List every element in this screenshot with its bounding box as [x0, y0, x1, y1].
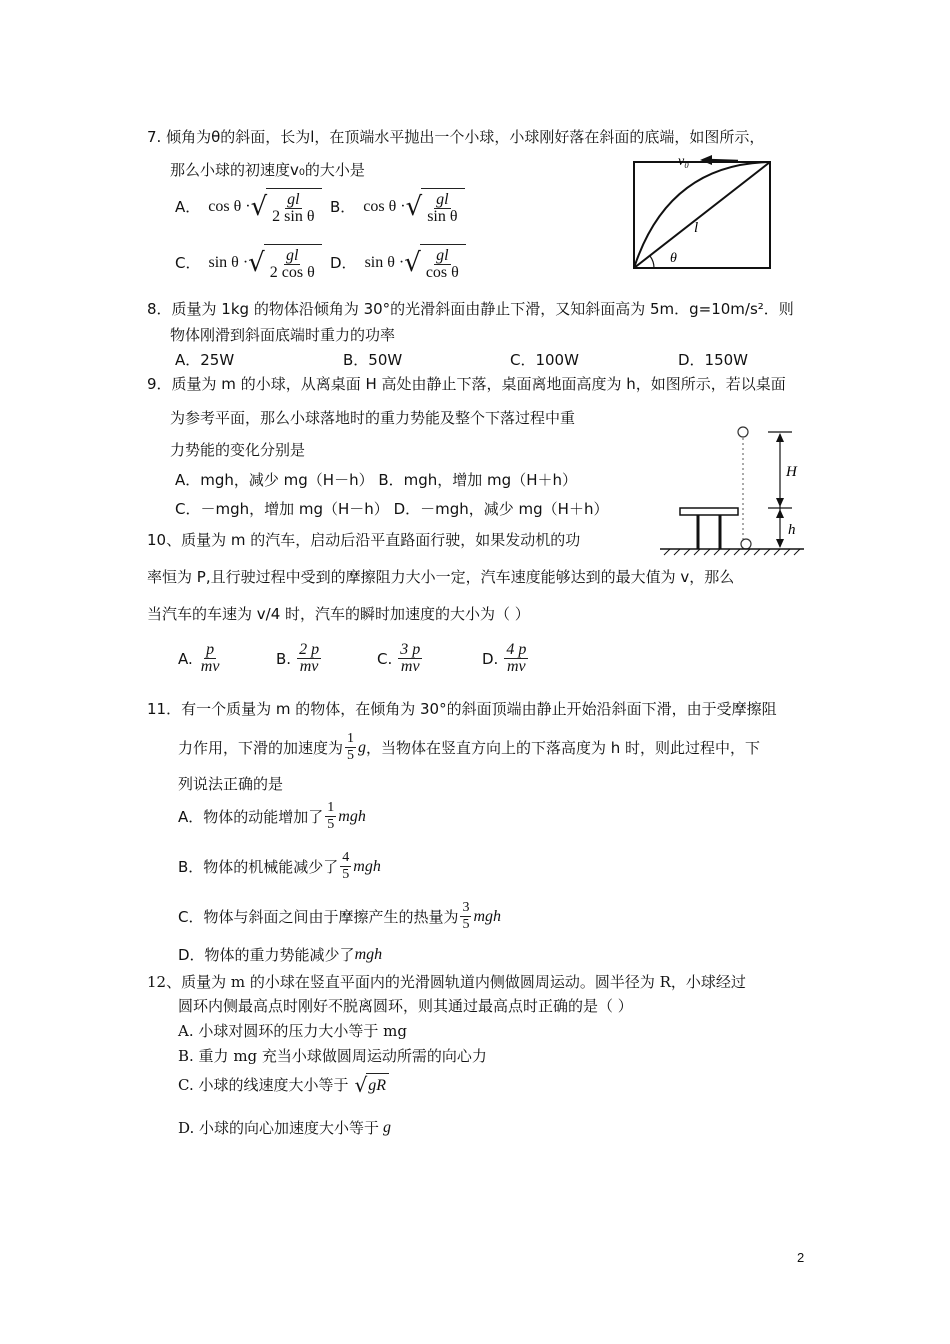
q7-option-c-trig: sin θ · [208, 254, 249, 271]
q10-option-d [482, 642, 530, 675]
q8-stem-line2: 物体刚滑到斜面底端时重力的功率 [170, 326, 396, 344]
q9-ground-hatch [664, 549, 800, 555]
q10-option-c-num: 3 p [400, 641, 421, 658]
q10-option-c-label: C. [377, 649, 393, 668]
q8-option-d: D．150W [678, 351, 749, 369]
q7-option-b-radical: √ $\frac{gl}{\text{sin θ}}$ [406, 188, 465, 226]
q11-stem-line2-pre: 力作用，下滑的加速度为 [178, 738, 344, 757]
q7-option-d-num: gl [436, 246, 449, 264]
q10-option-b-den: mv [299, 658, 319, 675]
q12-option-d [178, 1118, 391, 1138]
q9-stem-line3: 力势能的变化分别是 [170, 441, 306, 459]
q11-option-d-text: D．物体的重力势能减少了 [178, 946, 355, 964]
q9-ball-top [738, 427, 748, 437]
q11-option-a-den: 5 [327, 817, 335, 832]
q11-stem-line3: 列说法正确的是 [178, 775, 284, 793]
q10-stem-line3: 当汽车的车速为 v/4 时，汽车的瞬时加速度的大小为（ ） [147, 605, 530, 623]
q7-option-c-den: 2 cos θ [269, 263, 315, 281]
q11-option-b-den: 5 [342, 867, 350, 882]
q11-accel-var: g [358, 738, 367, 756]
q10-option-a [178, 642, 223, 675]
q12-stem-line1: 12、质量为 m 的小球在竖直平面内的光滑圆轨道内侧做圆周运动。圆半径为 R，小球经过 [147, 973, 746, 991]
q7-option-a-radical: √ $\frac{gl}{\text{2 sin θ}}$ [251, 188, 322, 226]
q9-table-top [680, 508, 738, 515]
q7-option-a-num: gl [287, 190, 300, 208]
q7-label-l: l [694, 220, 699, 236]
q11-stem-line2 [178, 731, 760, 764]
q7-option-b-den: sin θ [427, 207, 458, 225]
page-number: 2 [797, 1250, 805, 1265]
q7-option-b-trig: cos θ · [363, 198, 406, 215]
q12-option-b: B. 重力 mg 充当小球做圆周运动所需的向心力 [178, 1047, 487, 1065]
q11-accel-den: 5 [347, 748, 355, 763]
q11-option-d [178, 945, 382, 965]
q11-stem-line2-post: ，当物体在竖直方向上的下落高度为 h 时，则此过程中，下 [366, 738, 761, 757]
q11-option-c-text: C．物体与斜面之间由于摩擦产生的热量为 [178, 907, 459, 926]
q7-velocity-arrow [708, 160, 738, 161]
q9-label-h: h [788, 522, 796, 538]
q11-option-a-num: 1 [327, 800, 335, 815]
q9-ball-bottom [741, 539, 751, 549]
q11-option-d-mgh: mgh [354, 946, 383, 963]
q12-option-d-g: g [383, 1119, 392, 1136]
q10-option-a-num: p [206, 641, 215, 658]
q10-option-b-label: B. [276, 649, 292, 668]
q9-label-H: H [786, 464, 797, 480]
q9-arrow-H-up [776, 433, 784, 442]
q10-option-d-den: mv [507, 658, 526, 675]
q12-option-a: A. 小球对圆环的压力大小等于 mg [178, 1022, 407, 1040]
q11-option-a [178, 800, 366, 833]
q12-option-c-text: C. 小球的线速度大小等于 [178, 1076, 349, 1094]
q11-option-b-text: B．物体的机械能减少了 [178, 857, 339, 876]
q12-option-d-text: D. 小球的向心加速度大小等于 [178, 1119, 380, 1137]
q9-arrow-h-down [776, 539, 784, 548]
q7-label-theta: θ [670, 251, 677, 266]
q7-option-d-label: D． [330, 254, 357, 272]
q7-option-b-label: B． [330, 198, 356, 216]
q9-options-cd: C．－mgh，增加 mg（H－h） D．－mgh，减少 mg（H＋h） [175, 500, 609, 518]
q11-accel-num: 1 [347, 731, 355, 746]
q10-option-d-label: D. [482, 649, 499, 668]
q11-option-c [178, 900, 501, 933]
q11-option-a-mgh: mgh [338, 807, 366, 825]
q10-stem-line2: 率恒为 P,且行驶过程中受到的摩擦阻力大小一定，汽车速度能够达到的最大值为 v，那么 [147, 568, 735, 586]
q8-option-a: A．25W [175, 351, 235, 369]
q12-option-c-radical: √ gR [354, 1073, 389, 1097]
q11-option-c-mgh: mgh [473, 907, 502, 925]
q10-option-a-den: mv [200, 658, 220, 675]
q7-option-c-label: C． [175, 254, 201, 272]
q10-option-c [377, 642, 424, 675]
q7-stem-line1: 7. 倾角为θ的斜面，长为l，在顶端水平抛出一个小球，小球刚好落在斜面的底端，如图所示， [147, 128, 765, 146]
q11-option-c-den: 5 [462, 917, 470, 932]
q10-option-b [276, 642, 323, 675]
q7-option-d-den: cos θ [425, 263, 459, 281]
q11-option-b [178, 850, 381, 883]
q9-stem-line1: 9．质量为 m 的小球，从离桌面 H 高处由静止下落，桌面离地面高度为 h，如图所示，若以桌面 [147, 375, 786, 393]
q7-label-v0: v₀ [678, 154, 690, 169]
q7-option-a-trig: cos θ · [208, 198, 251, 215]
q7-incline-figure [628, 152, 776, 274]
q9-options-ab: A．mgh，减少 mg（H－h） B．mgh，增加 mg（H＋h） [175, 471, 577, 489]
q7-option-c-num: gl [286, 246, 299, 264]
q12-option-c [178, 1073, 389, 1097]
q8-option-c: C．100W [510, 351, 579, 369]
q10-option-d-num: 4 p [506, 641, 527, 658]
q12-stem-line2: 圆环内侧最高点时刚好不脱离圆环，则其通过最高点时正确的是（ ） [178, 997, 633, 1015]
q8-stem-line1: 8．质量为 1kg 的物体沿倾角为 30°的光滑斜面由静止下滑，又知斜面高为 5m．g=10m/s²．则 [147, 300, 794, 318]
q11-option-b-mgh: mgh [353, 857, 381, 875]
q9-stem-line2: 为参考平面，那么小球落地时的重力势能及整个下落过程中重 [170, 409, 576, 427]
q11-option-c-num: 3 [462, 900, 470, 915]
q7-option-d-radical: √ $\frac{gl}{\text{cos θ}}$ [404, 244, 466, 282]
q7-option-a-label: A． [175, 198, 201, 216]
q7-option-a [175, 188, 322, 226]
q7-stem-line2: 那么小球的初速度v₀的大小是 [170, 161, 365, 179]
q9-arrow-h-up [776, 509, 784, 518]
q10-option-c-den: mv [400, 658, 420, 675]
q9-arrow-H-down [776, 498, 784, 507]
q7-option-c [175, 244, 322, 282]
q7-option-b-num: gl [436, 190, 449, 208]
q7-option-d-trig: sin θ · [364, 254, 405, 271]
q10-stem-line1: 10、质量为 m 的汽车，启动后沿平直路面行驶，如果发动机的功 [147, 531, 581, 549]
q11-option-b-num: 4 [342, 850, 350, 865]
q7-angle-arc [650, 256, 654, 268]
q12-option-c-gR: gR [366, 1073, 389, 1097]
q10-option-a-label: A. [178, 649, 193, 668]
q7-velocity-arrowhead [700, 155, 712, 165]
q7-option-a-den: 2 sin θ [272, 207, 315, 225]
q7-option-b [330, 188, 465, 226]
q9-table-figure [656, 424, 808, 556]
q11-option-a-text: A．物体的动能增加了 [178, 807, 324, 826]
q7-option-c-radical: √ $\frac{gl}{\text{2 cos θ}}$ [248, 244, 322, 282]
q11-stem-line1: 11．有一个质量为 m 的物体，在倾角为 30°的斜面顶端由静止开始沿斜面下滑，由于受摩擦阻 [147, 700, 777, 718]
q7-option-d [330, 244, 466, 282]
q8-option-b: B．50W [343, 351, 403, 369]
q10-option-b-num: 2 p [299, 641, 320, 658]
